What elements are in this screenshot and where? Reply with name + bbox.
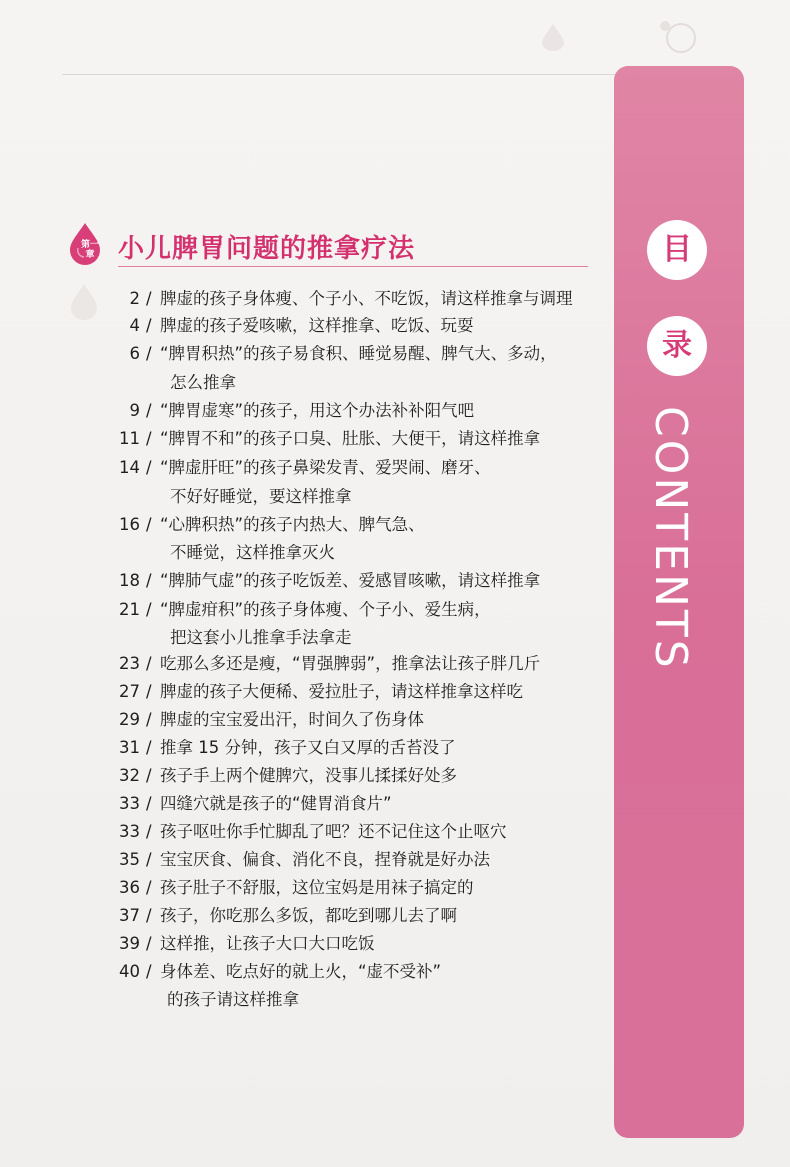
page-number: 14 — [119, 458, 140, 477]
page-number: 39 — [119, 934, 140, 953]
separator: / — [146, 316, 152, 335]
separator: / — [146, 962, 152, 981]
page-number: 33 — [119, 822, 140, 841]
entry-title: 孩子呕吐你手忙脚乱了吧？还不记住这个止呕穴 — [160, 822, 507, 841]
entry-title: “脾虚肝旺”的孩子鼻梁发青、爱哭闹、磨牙、 — [160, 458, 491, 477]
toc-badge-bottom: 录 — [647, 316, 707, 376]
page-number: 36 — [119, 878, 140, 897]
chapter-title: 小儿脾胃问题的推拿疗法 — [118, 234, 416, 264]
entry-title: “脾胃不和”的孩子口臭、肚胀、大便干，请这样推拿 — [160, 429, 541, 448]
entry-title: 身体差、吃点好的就上火，“虚不受补” — [160, 962, 442, 981]
separator: / — [146, 934, 152, 953]
entry-title: 脾虚的孩子爱咳嗽，这样推拿、吃饭、玩耍 — [160, 316, 474, 335]
page-number: 11 — [119, 429, 140, 448]
entry-title-continued: 的孩子请这样推拿 — [167, 990, 299, 1009]
entry-title: 四缝穴就是孩子的“健胃消食片” — [160, 794, 392, 813]
chapter-number: 第一章 — [80, 240, 99, 260]
page-number: 35 — [119, 850, 140, 869]
entry-title-continued: 怎么推拿 — [170, 373, 236, 392]
entry-title: “脾胃积热”的孩子易食积、睡觉易醒、脾气大、多动， — [160, 344, 557, 363]
page-number: 18 — [119, 571, 140, 590]
separator: / — [146, 738, 152, 757]
entry-title: 孩子肚子不舒服，这位宝妈是用袜子搞定的 — [160, 878, 474, 897]
drop-logo-icon — [536, 22, 570, 52]
chapter-heading — [64, 222, 584, 272]
entry-title: “脾肺气虚”的孩子吃饭差、爱感冒咳嗽，请这样推拿 — [160, 571, 541, 590]
page-number: 32 — [119, 766, 140, 785]
page-number: 4 — [129, 316, 140, 335]
entry-title: 这样推，让孩子大口大口吃饭 — [160, 934, 375, 953]
separator: / — [146, 654, 152, 673]
contents-label: CONTENTS — [645, 406, 696, 671]
separator: / — [146, 571, 152, 590]
page-number: 2 — [129, 289, 140, 308]
page-number: 9 — [129, 401, 140, 420]
toc-badge-top: 目 — [647, 220, 707, 280]
entry-title-continued: 不睡觉，这样推拿灭火 — [170, 543, 335, 562]
page-number: 23 — [119, 654, 140, 673]
separator: / — [146, 906, 152, 925]
entry-title: “脾虚疳积”的孩子身体瘦、个子小、爱生病， — [160, 600, 491, 619]
entry-title: 推拿 15 分钟，孩子又白又厚的舌苔没了 — [160, 738, 456, 757]
separator: / — [146, 515, 152, 534]
entry-title: 宝宝厌食、偏食、消化不良，捏脊就是好办法 — [160, 850, 490, 869]
separator: / — [146, 600, 152, 619]
page-number: 33 — [119, 794, 140, 813]
separator: / — [146, 766, 152, 785]
page-number: 37 — [119, 906, 140, 925]
entry-title-continued: 把这套小儿推拿手法拿走 — [170, 628, 352, 647]
separator: / — [146, 344, 152, 363]
separator: / — [146, 850, 152, 869]
page-number: 40 — [119, 962, 140, 981]
chapter-underline — [118, 266, 588, 267]
separator: / — [146, 289, 152, 308]
page-number: 21 — [119, 600, 140, 619]
entry-title: 脾虚的宝宝爱出汗，时间久了伤身体 — [160, 710, 424, 729]
separator: / — [146, 822, 152, 841]
entry-title-continued: 不好好睡觉，要这样推拿 — [170, 487, 352, 506]
separator: / — [146, 458, 152, 477]
entry-title: 脾虚的孩子身体瘦、个子小、不吃饭，请这样推拿与调理 — [160, 289, 573, 308]
header-rule — [62, 74, 622, 75]
entry-title: “脾胃虚寒”的孩子，用这个办法补补阳气吧 — [160, 401, 475, 420]
separator: / — [146, 429, 152, 448]
contents-sidebar — [614, 66, 744, 1138]
entry-title: 吃那么多还是瘦，“胃强脾弱”，推拿法让孩子胖几斤 — [160, 654, 541, 673]
entry-title: 孩子手上两个健脾穴，没事儿揉揉好处多 — [160, 766, 457, 785]
page-number: 16 — [119, 515, 140, 534]
header-ornament-icon — [655, 16, 703, 56]
separator: / — [146, 682, 152, 701]
separator: / — [146, 794, 152, 813]
page-number: 29 — [119, 710, 140, 729]
page-number: 6 — [129, 344, 140, 363]
entry-title: 脾虚的孩子大便稀、爱拉肚子，请这样推拿这样吃 — [160, 682, 523, 701]
separator: / — [146, 710, 152, 729]
entry-title: “心脾积热”的孩子内热大、脾气急、 — [160, 515, 425, 534]
entry-title: 孩子，你吃那么多饭，都吃到哪儿去了啊 — [160, 906, 457, 925]
separator: / — [146, 878, 152, 897]
page-number: 27 — [119, 682, 140, 701]
page-number: 31 — [119, 738, 140, 757]
separator: / — [146, 401, 152, 420]
